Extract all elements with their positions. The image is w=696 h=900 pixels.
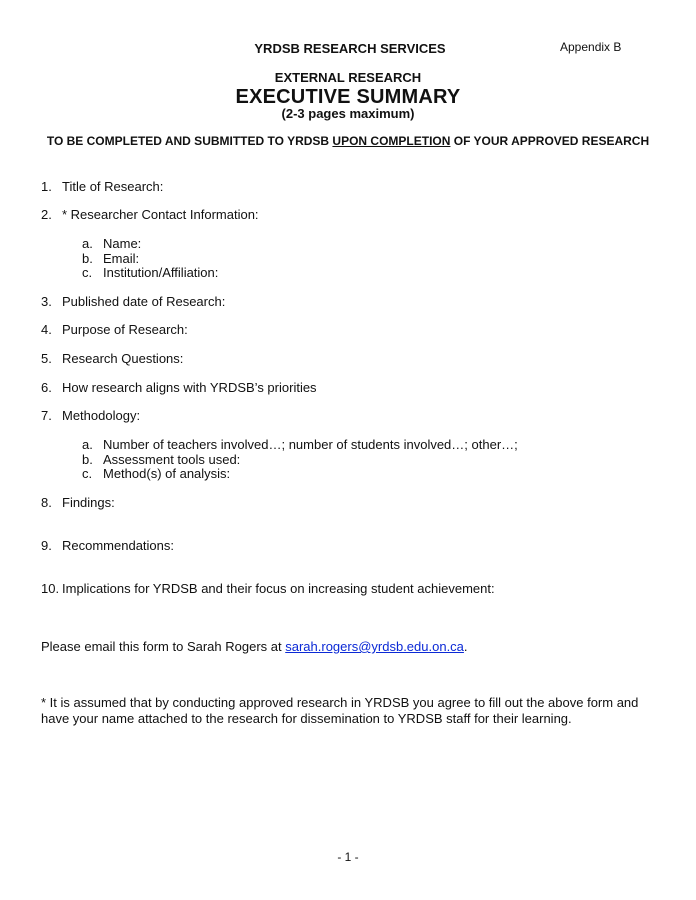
organization-name: YRDSB RESEARCH SERVICES <box>254 41 446 56</box>
document-title: EXECUTIVE SUMMARY <box>235 86 461 108</box>
list-item-title: 1. Title of Research: <box>41 179 164 194</box>
list-item-implications: 10. Implications for YRDSB and their focus on increasing student achievement: <box>41 581 495 596</box>
contact-paragraph: Please email this form to Sarah Rogers at sarah.rogers@yrdsb.edu.on.ca. <box>41 639 468 654</box>
list-item-contact: 2. * Researcher Contact Information: <box>41 207 259 222</box>
list-item-recommendations: 9. Recommendations: <box>41 538 174 553</box>
footnote: * It is assumed that by conducting approved research in YRDSB you agree to fill out the above form and have your name attached to the research for dissemination to YRDSB staff for their learning. <box>41 695 639 726</box>
page-limit-note: (2-3 pages maximum) <box>281 106 415 121</box>
sub-item-name: a. Name: <box>82 236 142 251</box>
email-link[interactable]: sarah.rogers@yrdsb.edu.on.ca <box>285 639 464 654</box>
appendix-label: Appendix B <box>560 40 622 54</box>
list-item-findings: 8. Findings: <box>41 495 115 510</box>
list-item-purpose: 4. Purpose of Research: <box>41 322 188 337</box>
submission-instruction <box>0 134 696 148</box>
instruction-suffix: OF YOUR APPROVED RESEARCH <box>450 134 650 148</box>
sub-item-assessment-tools: b. Assessment tools used: <box>82 452 241 467</box>
sub-item-analysis: c. Method(s) of analysis: <box>82 466 231 481</box>
instruction-prefix: TO BE COMPLETED AND SUBMITTED TO YRDSB <box>46 134 333 148</box>
list-item-questions: 5. Research Questions: <box>41 351 184 366</box>
sub-item-institution: c. Institution/Affiliation: <box>82 265 219 280</box>
page-number: - 1 - <box>337 850 359 864</box>
sub-item-email: b. Email: <box>82 251 140 266</box>
document-subtitle: EXTERNAL RESEARCH <box>274 70 422 85</box>
list-item-methodology: 7. Methodology: <box>41 408 141 423</box>
list-item-priorities: 6. How research aligns with YRDSB’s priorities <box>41 380 317 395</box>
list-item-published-date: 3. Published date of Research: <box>41 294 226 309</box>
instruction-emphasis: UPON COMPLETION <box>332 134 451 148</box>
sub-item-participants: a. Number of teachers involved…; number of students involved…; other…; <box>82 437 518 452</box>
